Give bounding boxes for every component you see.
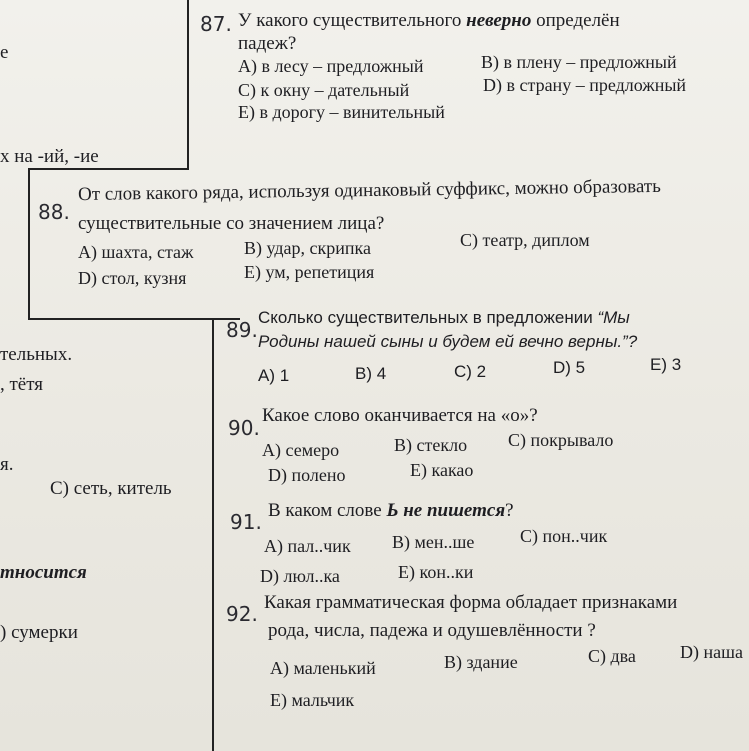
q88-text-1: От слов какого ряда, используя одинаковый суффикс, можно образовать — [77, 175, 661, 206]
q91-option-a: А) пал..чик — [264, 536, 351, 556]
q87-option-b: В) в плену – предложный — [481, 52, 677, 72]
frame-line-v3 — [212, 318, 214, 751]
q88-option-c: С) театр, диплом — [460, 230, 590, 250]
q87-option-a: А) в лесу – предложный — [238, 56, 424, 76]
q89-option-e: Е) 3 — [650, 355, 682, 374]
q87-option-d: D) в страну – предложный — [483, 75, 687, 95]
q91-number: 91. — [230, 510, 262, 534]
q87-text-2: падеж? — [238, 33, 297, 54]
q87-option-c: С) к окну – дательный — [238, 80, 410, 100]
left-fragment-6: С) сеть, китель — [50, 478, 172, 499]
q88-text-2: существительные со значением лица? — [78, 213, 385, 234]
q89-option-c: С) 2 — [454, 362, 487, 381]
left-fragment-1: е — [0, 42, 9, 63]
q88-option-b: В) удар, скрипка — [244, 238, 371, 258]
q92-option-e: Е) мальчик — [270, 690, 355, 710]
q90-number: 90. — [228, 416, 260, 440]
q88-option-e: Е) ум, репетиция — [244, 262, 375, 282]
q90-text: Какое слово оканчивается на «о»? — [262, 405, 538, 426]
q92-option-a: А) маленький — [270, 658, 376, 678]
q91-option-d: D) люл..ка — [260, 566, 340, 586]
q89-option-a: А) 1 — [258, 366, 290, 385]
q91-option-b: В) мен..ше — [392, 532, 475, 552]
left-fragment-8: ) сумерки — [0, 622, 78, 643]
q90-option-d: D) полено — [268, 465, 346, 485]
q92-number: 92. — [226, 602, 258, 626]
q87-number: 87. — [200, 12, 232, 36]
frame-line-v1 — [187, 0, 189, 170]
frame-line-h2 — [28, 318, 240, 320]
left-fragment-7: тносится — [0, 562, 87, 583]
q90-option-e: Е) какао — [410, 460, 474, 480]
left-fragment-3: тельных. — [0, 344, 73, 365]
q88-option-d: D) стол, кузня — [78, 268, 187, 288]
q90-option-c: С) покрывало — [508, 430, 614, 450]
q92-option-d: D) наша — [680, 642, 743, 662]
q89-text-1: Сколько существительных в предложении “Мы — [258, 308, 630, 327]
frame-line-v2 — [28, 168, 30, 320]
q89-option-b: В) 4 — [355, 364, 387, 383]
q91-option-c: С) пон..чик — [520, 526, 608, 546]
q90-option-b: В) стекло — [394, 435, 468, 455]
left-fragment-2: х на -ий, -ие — [0, 146, 99, 167]
q92-text-1: Какая грамматическая форма обладает признаками — [264, 592, 678, 613]
q87-text: У какого существительного неверно определён — [238, 10, 620, 31]
q88-number: 88. — [38, 200, 70, 224]
q89-option-d: D) 5 — [553, 358, 586, 377]
q92-text-2: рода, числа, падежа и одушевлённости ? — [268, 620, 596, 641]
frame-line-h1 — [28, 168, 189, 170]
q92-option-c: С) два — [588, 646, 636, 666]
q89-number: 89. — [226, 318, 258, 342]
left-fragment-4: , тётя — [0, 374, 44, 395]
q88-option-a: А) шахта, стаж — [78, 242, 194, 262]
q90-option-a: А) семеро — [262, 440, 340, 460]
q92-option-b: В) здание — [444, 652, 518, 672]
q91-text: В каком слове Ь не пишется? — [268, 500, 514, 521]
q87-option-e: Е) в дорогу – винительный — [238, 102, 445, 122]
left-fragment-5: я. — [0, 454, 14, 475]
q89-text-2: Родины нашей сыны и будем ей вечно верны.”? — [258, 332, 638, 351]
q91-option-e: Е) кон..ки — [398, 562, 474, 582]
